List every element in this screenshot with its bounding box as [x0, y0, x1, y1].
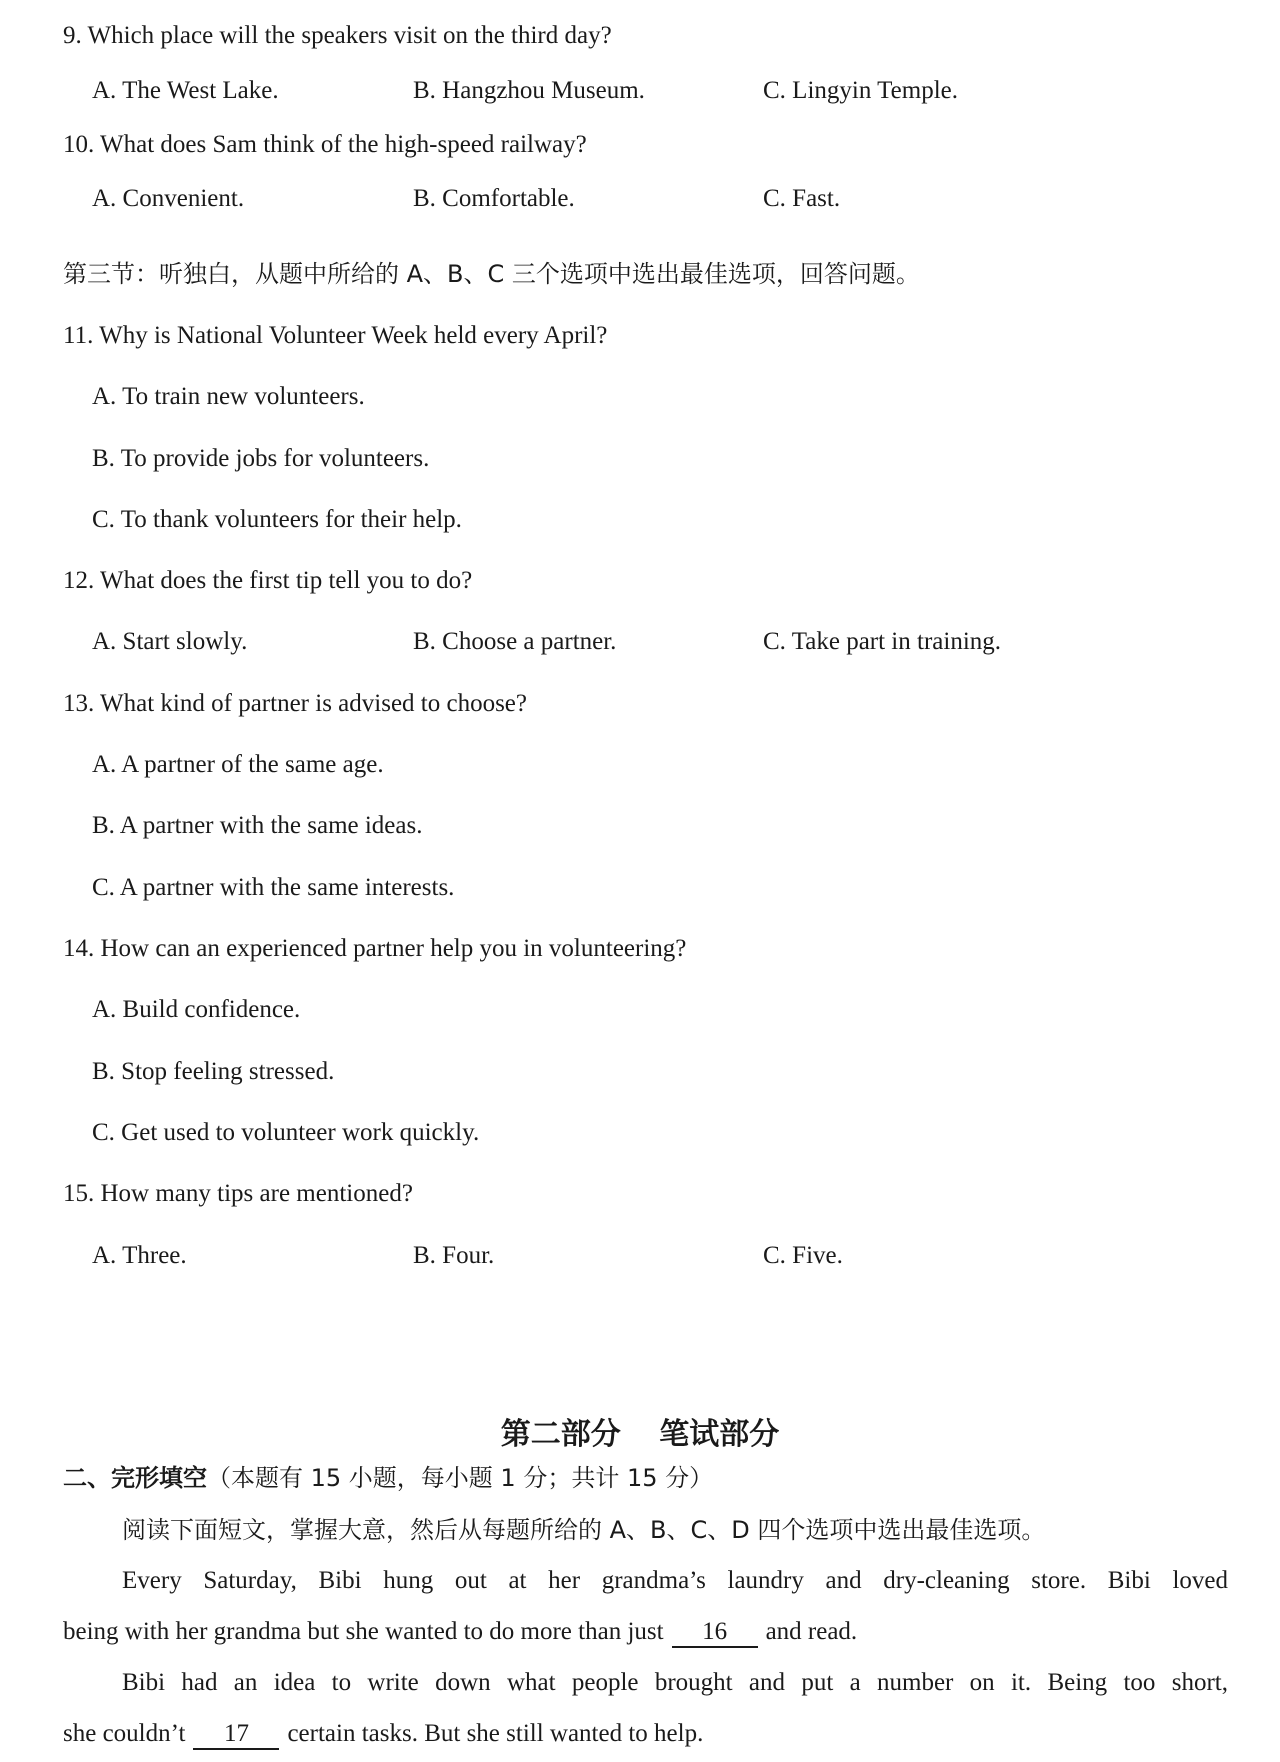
q9-option-b: B. Hangzhou Museum. — [413, 77, 645, 104]
q11-option-c: C. To thank volunteers for their help. — [92, 506, 462, 533]
passage-line-3 — [122, 1667, 1228, 1699]
q14-option-a: A. Build confidence. — [92, 996, 301, 1023]
q14-option-c: C. Get used to volunteer work quickly. — [92, 1119, 480, 1146]
passage-line-2-start: being with her grandma but she wanted to do more than just — [63, 1618, 664, 1645]
part-2-title-right: 笔试部分 — [659, 1417, 780, 1452]
question-12: 12. What does the first tip tell you to do? — [63, 567, 473, 594]
question-13: 13. What kind of partner is advised to choose? — [63, 690, 528, 717]
cloze-heading-detail: （本题有 15 小题，每小题 1 分；共计 15 分） — [207, 1464, 714, 1492]
q12-option-a: A. Start slowly. — [92, 628, 248, 655]
passage-line-1-text: Every Saturday, Bibi hung out at her grandma’s laundry and dry-cleaning store. Bibi loved — [122, 1567, 1228, 1594]
question-15: 15. How many tips are mentioned? — [63, 1180, 413, 1207]
q15-option-a: A. Three. — [92, 1242, 187, 1269]
passage-line-4-start: she couldn’t — [63, 1720, 186, 1747]
passage-line-2 — [63, 1616, 1228, 1648]
question-14: 14. How can an experienced partner help you in volunteering? — [63, 935, 687, 962]
part-2-title — [0, 1409, 1280, 1453]
q12-option-b: B. Choose a partner. — [413, 628, 617, 655]
q10-option-c: C. Fast. — [763, 185, 841, 212]
q10-option-b: B. Comfortable. — [413, 185, 575, 212]
section-3-instruction: 第三节：听独白，从题中所给的 A、B、C 三个选项中选出最佳选项，回答问题。 — [63, 260, 920, 288]
q13-option-a: A. A partner of the same age. — [92, 751, 384, 778]
q13-option-b: B. A partner with the same ideas. — [92, 812, 423, 839]
q9-option-a: A. The West Lake. — [92, 77, 279, 104]
q15-option-b: B. Four. — [413, 1242, 495, 1269]
q15-option-c: C. Five. — [763, 1242, 843, 1269]
q10-option-a: A. Convenient. — [92, 185, 245, 212]
blank-16: 16 — [672, 1618, 758, 1648]
cloze-instruction: 阅读下面短文，掌握大意，然后从每题所给的 A、B、C、D 四个选项中选出最佳选项。 — [122, 1516, 1046, 1544]
passage-line-1 — [122, 1565, 1228, 1597]
q12-option-c: C. Take part in training. — [763, 628, 1002, 655]
q9-option-c: C. Lingyin Temple. — [763, 77, 958, 104]
q11-option-b: B. To provide jobs for volunteers. — [92, 445, 430, 472]
part-2-title-left: 第二部分 — [500, 1417, 621, 1452]
question-10: 10. What does Sam think of the high-speed railway? — [63, 131, 587, 158]
q14-option-b: B. Stop feeling stressed. — [92, 1058, 335, 1085]
cloze-heading-bold: 二、完形填空 — [63, 1464, 207, 1492]
passage-line-4 — [63, 1718, 1228, 1750]
passage-line-3-text: Bibi had an idea to write down what people brought and put a number on it. Being too short, — [122, 1669, 1228, 1696]
question-11: 11. Why is National Volunteer Week held every April? — [63, 322, 608, 349]
cloze-heading — [63, 1462, 713, 1494]
passage-line-2-end: and read. — [765, 1618, 858, 1645]
q11-option-a: A. To train new volunteers. — [92, 383, 365, 410]
q13-option-c: C. A partner with the same interests. — [92, 874, 455, 901]
question-9: 9. Which place will the speakers visit on the third day? — [63, 22, 612, 49]
blank-17: 17 — [193, 1720, 279, 1750]
passage-line-4-end: certain tasks. But she still wanted to help. — [287, 1720, 704, 1747]
